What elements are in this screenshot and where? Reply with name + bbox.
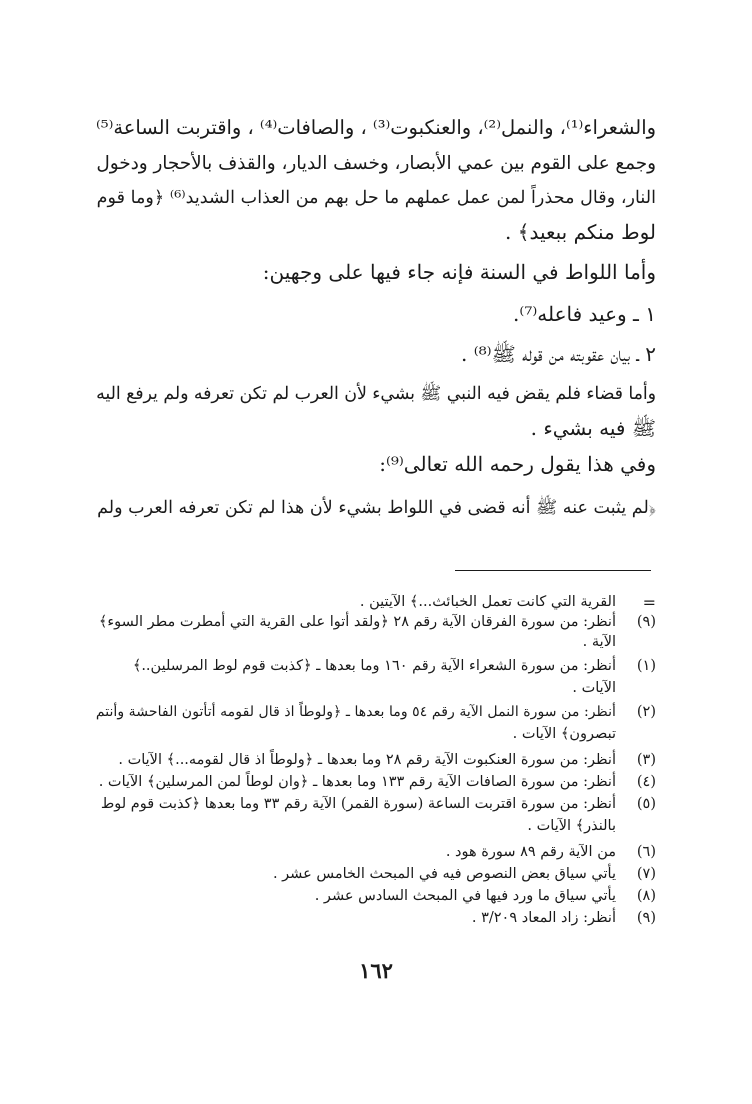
body-line-8: وأما قضاء فلم يقض فيه النبي ﷺ بشيء لأن العرب لم تكن تعرفه ولم يرفع اليه [96,384,656,404]
body-line-10: وفي هذا يقول رحمه الله تعالى⁽⁹⁾: [379,452,656,476]
footnote-number: (٥) [636,796,656,812]
body-line-11: ﴿لم يثبت عنه ﷺ أنه قضى في اللواط بشيء لأن هذا لم تكن تعرفه العرب ولم [97,498,656,518]
footnote-number: (٦) [636,844,656,860]
footnote-number: (١) [636,658,656,674]
footnote-text: بالنذر﴾ الآيات . [527,818,616,834]
page-number: ١٦٢ [359,958,393,983]
body-line-3: النار، وقال محذراً لمن عمل عملهم ما حل بهم من العذاب الشديد⁽⁶⁾ ﴿وما قوم [96,188,656,208]
footnote-text: أنظر: زاد المعاد ٣/٢٠٩ . [471,910,616,926]
body-line-1: والشعراء⁽¹⁾، والنمل⁽²⁾، والعنكبوت⁽³⁾ ، والصافات⁽⁴⁾ ، واقتربت الساعة⁽⁵⁾ [95,116,656,139]
footnote-continuation: القرية التي كانت تعمل الخبائث...﴾ الآيتين . [359,594,616,610]
footnote-text: من الآية رقم ٨٩ سورة هود . [445,844,616,860]
body-line-6: ١ ـ وعيد فاعله⁽⁷⁾. [513,302,656,326]
footnote-number: (٩) [636,614,656,630]
footnote-text: أنظر: من سورة الصافات الآية رقم ١٣٣ وما بعدها ـ ﴿وان لوطاً لمن المرسلين﴾ الآيات . [98,774,616,790]
footnote-number: (٨) [636,888,656,904]
footnote-number: (٧) [636,866,656,882]
body-line-2: وجمع على القوم بين عمي الأبصار، وخسف الديار، والقذف بالأحجار ودخول [96,153,656,174]
footnote-number: (٩) [636,910,656,926]
body-line-7: ٢ ـ بيان عقوبته من قوله ﷺ⁽⁸⁾ . [461,342,656,366]
footnote-number: (٢) [636,704,656,720]
footnote-text: أنظر: من سورة اقتربت الساعة (سورة القمر) الآية رقم ٣٣ وما بعدها ﴿كذبت قوم لوط [100,796,616,812]
footnote-text: يأتي سياق ما ورد فيها في المبحث السادس عشر . [314,888,616,904]
footnote-text: الآية . [582,634,616,650]
footnote-number: (٤) [636,774,656,790]
footnote-text: أنظر: من سورة الفرقان الآية رقم ٢٨ ﴿ولقد أتوا على القرية التي أمطرت مطر السوء﴾ [98,614,616,630]
footnote-text: يأتي سياق بعض النصوص فيه في المبحث الخامس عشر . [272,866,616,882]
footnote-text: أنظر: من سورة العنكبوت الآية رقم ٢٨ وما بعدها ـ ﴿ولوطاً اذ قال لقومه...﴾ الآيات . [118,752,616,768]
body-line-4: لوط منكم ببعيد﴾ . [505,220,656,244]
footnote-number: (٣) [636,752,656,768]
footnote-text: تبصرون﴾ الآيات . [512,726,616,742]
body-line-5: وأما اللواط في السنة فإنه جاء فيها على وجهين: [262,260,656,284]
body-line-9: ﷺ فيه بشيء . [530,416,656,440]
footnote-separator [455,570,651,571]
footnote-text: أنظر: من سورة النمل الآية رقم ٥٤ وما بعدها ـ ﴿ولوطاً اذ قال لقومه أتأتون الفاحشة وأنتم [95,704,616,720]
footnote-text: أنظر: من سورة الشعراء الآية رقم ١٦٠ وما بعدها ـ ﴿كذبت قوم لوط المرسلين..﴾ [132,658,616,674]
footnote-text: الآيات . [572,680,616,696]
continuation-marker: = [642,593,656,612]
